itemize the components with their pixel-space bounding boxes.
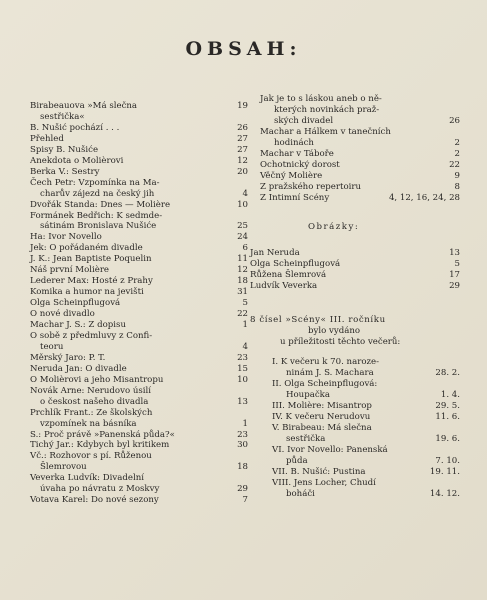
images-heading: Obrázky: <box>308 221 360 232</box>
toc-entry-page: 2 <box>454 148 460 159</box>
issues-intro-line: 8 čísel »Scény« III. ročníku <box>250 315 386 326</box>
toc-entry-line: vzpomínek na básníka <box>40 418 137 429</box>
toc-entry-line: Machar J. S.: Z dopisu <box>30 320 126 330</box>
toc-entry-page: 1 <box>242 418 248 429</box>
issue-entry-page: 19. 6. <box>435 433 460 444</box>
toc-entry-page: 9 <box>454 170 460 181</box>
issue-entry-line: V. Birabeau: Má slečna <box>272 422 372 433</box>
issue-entry-line: III. Molière: Misantrop <box>272 400 372 411</box>
toc-entry-line: Ha: Ivor Novello <box>30 232 102 243</box>
issue-entry-page: 1. 4. <box>440 389 460 400</box>
toc-entry-line: O Molièrovi a jeho Misantropu <box>30 374 164 385</box>
image-entry-page: 29 <box>449 281 460 292</box>
toc-entry-line: úvaha po návratu z Moskvy <box>40 484 160 495</box>
toc-entry-line: Anekdota o Molièrovi <box>30 155 124 166</box>
image-entry-page: 13 <box>449 248 460 259</box>
toc-entry-line: Šlemrovou <box>40 462 87 473</box>
toc-entry-line: Prchlík Frant.: Ze školských <box>30 407 153 418</box>
toc-entry-line: Věčný Molière <box>260 170 323 181</box>
toc-entry-page: 30 <box>237 440 248 451</box>
toc-entry-page: 20 <box>237 166 248 177</box>
toc-entry-line: Machar a Hálkem v tanečních <box>260 126 391 137</box>
toc-entry-line: Neruda Jan: O divadle <box>30 363 127 374</box>
issues-intro-line: u příležitosti těchto večerů: <box>280 337 401 348</box>
issues-intro-line: bylo vydáno <box>308 326 361 337</box>
toc-entry-line: charův zájezd na český jih <box>40 188 155 199</box>
toc-entry-line: Dvořák Standa: Dnes — Molière <box>30 199 171 210</box>
toc-entry-line: Birabeauova »Má slečna <box>30 101 138 111</box>
toc-entry-line: O sobě z předmluvy z Confi- <box>30 330 153 341</box>
toc-entry-line: O nové divadlo <box>30 309 95 320</box>
toc-entry-line: teoru <box>40 341 64 352</box>
image-entry-page: 5 <box>454 259 460 270</box>
toc-entry-line: Berka V.: Sestry <box>30 166 100 177</box>
toc-entry-line: Čech Petr: Vzpomínka na Ma- <box>30 177 160 188</box>
image-entry-line: Ludvík Veverka <box>250 281 318 292</box>
toc-entry-page: 13 <box>237 396 248 407</box>
toc-entry-page: 25 <box>237 221 248 232</box>
toc-entry-line: Komika a humor na jevišti <box>30 287 144 298</box>
issue-entry-page: 28. 2. <box>435 368 460 379</box>
issue-entry-line: boháči <box>286 488 315 499</box>
toc-entry-line: Přehled <box>30 133 64 144</box>
issue-entry-line: VII. B. Nušić: Pustina <box>272 466 366 477</box>
toc-entry-line: Spisy B. Nušiće <box>30 144 99 155</box>
toc-entry-line: Z Intimní Scény <box>260 192 330 203</box>
toc-entry-line: sátinám Bronislava Nušiće <box>40 221 157 232</box>
toc-entry-page: 12 <box>237 155 248 166</box>
toc-entry-page: 19 <box>237 101 248 111</box>
toc-entry-line: J. K.: Jean Baptiste Poquelin <box>30 254 152 265</box>
issue-entry-page: 29. 5. <box>435 400 460 411</box>
page-title: OBSAH: <box>185 38 302 60</box>
issue-entry-page: 14. 12. <box>429 488 460 499</box>
image-entry-line: Růžena Šlemrová <box>250 270 327 281</box>
toc-entry-line: Votava Karel: Do nové sezony <box>30 495 159 506</box>
toc-entry-page: 18 <box>237 276 248 287</box>
toc-entry-page: 22 <box>449 159 460 170</box>
issue-entry-page: 11. 6. <box>435 411 460 422</box>
issue-entry-line: II. Olga Scheinpflugová: <box>272 379 378 389</box>
toc-entry-line: Jak je to s láskou aneb o ně- <box>260 94 382 104</box>
toc-entry-page: 24 <box>237 232 248 243</box>
toc-entry-page: 26 <box>237 122 248 133</box>
image-entry-line: Jan Neruda <box>250 248 300 259</box>
issue-entry-line: Houpačka <box>286 389 330 400</box>
issue-entry-line: sestřička <box>286 433 326 444</box>
toc-entry-page: 4, 12, 16, 24, 28 <box>388 192 460 203</box>
toc-entry-line: Novák Arne: Nerudovo úsilí <box>30 385 152 396</box>
toc-entry-page: 8 <box>454 181 460 192</box>
toc-entry-page: 26 <box>449 115 460 126</box>
toc-entry-page: 4 <box>242 188 248 199</box>
toc-entry-page: 27 <box>237 144 248 155</box>
toc-entry-page: 27 <box>237 133 248 144</box>
issue-entry-line: ninám J. S. Machara <box>286 368 374 379</box>
toc-entry-page: 23 <box>237 429 248 440</box>
toc-entry-page: 2 <box>454 137 460 148</box>
toc-entry-page: 5 <box>242 298 248 309</box>
toc-entry-page: 22 <box>237 309 248 320</box>
issue-entry-line: VI. Ivor Novello: Panenská <box>272 444 388 455</box>
toc-entry-line: Měrský Jaro: P. T. <box>30 352 106 363</box>
toc-entry-line: Olga Scheinpflugová <box>30 298 121 309</box>
toc-entry-line: Veverka Ludvík: Divadelní <box>30 473 145 484</box>
toc-entry-line: Machar v Táboře <box>260 148 334 159</box>
issue-entry-page: 7. 10. <box>435 455 460 466</box>
issue-entry-line: VIII. Jens Locher, Chudí <box>272 477 376 488</box>
toc-entry-line: hodinách <box>274 137 314 148</box>
toc-entry-line: Tichý Jar.: Kdybych byl kritikem <box>30 440 170 451</box>
issue-entry-line: půda <box>286 455 308 466</box>
toc-entry-page: 31 <box>237 287 248 298</box>
toc-entry-page: 29 <box>237 484 248 495</box>
toc-entry-line: S.: Proč právě »Panenská půda?« <box>30 429 175 440</box>
toc-entry-page: 4 <box>242 341 248 352</box>
toc-entry-page: 10 <box>237 199 248 210</box>
toc-entry-page: 10 <box>237 374 248 385</box>
toc-entry-line: sestřička« <box>40 111 85 122</box>
toc-entry-line: kterých novinkách praž- <box>274 104 380 115</box>
image-entry-page: 17 <box>449 270 460 281</box>
toc-entry-line: Ochotnický dorost <box>260 159 340 170</box>
issue-entry-line: I. K večeru k 70. naroze- <box>272 357 380 368</box>
toc-entry-page: 23 <box>237 352 248 363</box>
toc-entry-line: Z pražského repertoiru <box>260 181 362 192</box>
toc-entry-page: 1 <box>242 320 248 330</box>
issue-entry-page: 19. 11. <box>429 466 460 477</box>
image-entry-line: Olga Scheinpflugová <box>250 259 341 270</box>
toc-entry-line: ských divadel <box>274 115 334 126</box>
toc-entry-page: 11 <box>237 254 248 265</box>
toc-entry-line: Náš první Molière <box>30 265 110 276</box>
toc-entry-line: Vč.: Rozhovor s pí. Růženou <box>30 451 152 462</box>
toc-entry-page: 7 <box>242 495 248 506</box>
toc-entry-line: Lederer Max: Hosté z Prahy <box>30 276 153 287</box>
toc-entry-page: 12 <box>237 265 248 276</box>
toc-entry-page: 18 <box>237 462 248 473</box>
toc-entry-line: Formánek Bedřich: K sedmde- <box>30 210 163 221</box>
toc-entry-line: Jek: O pořádaném divadle <box>30 243 143 254</box>
toc-entry-line: o českost našeho divadla <box>40 396 149 407</box>
toc-entry-line: B. Nušić pochází . . . <box>30 122 120 133</box>
toc-entry-page: 15 <box>237 363 248 374</box>
issue-entry-line: IV. K večeru Nerudovu <box>272 411 371 422</box>
toc-entry-page: 6 <box>242 243 248 254</box>
